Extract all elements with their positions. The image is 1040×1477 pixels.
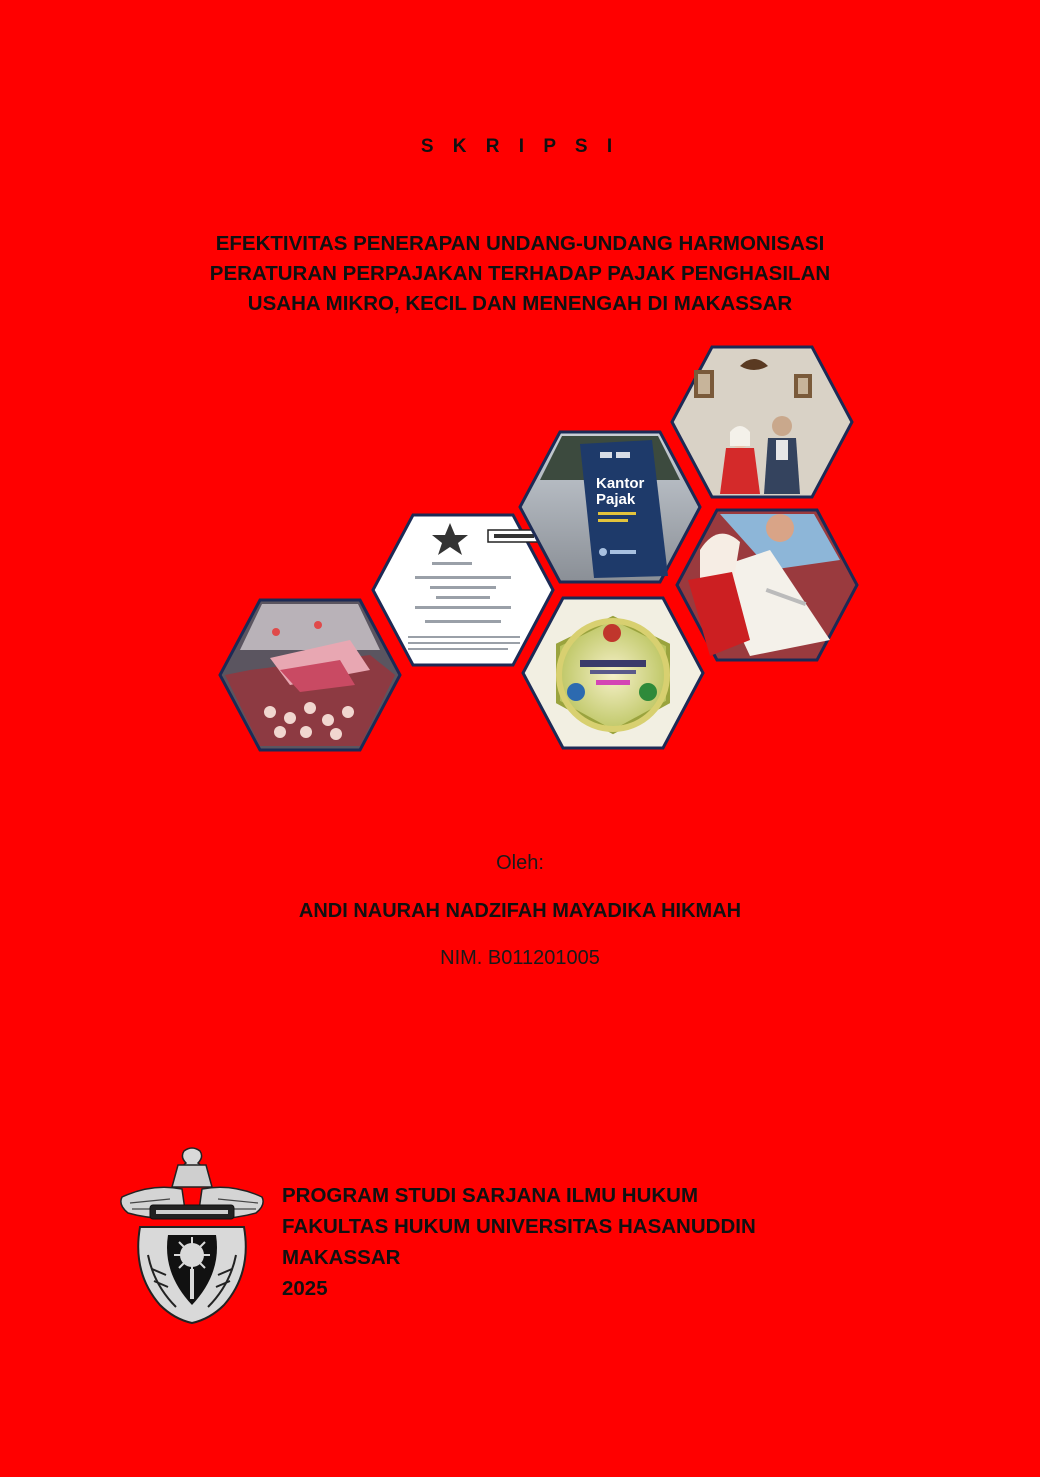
sign-text-kantor: Kantor [596,475,645,492]
umkm-logo-photo [523,598,703,748]
office-visit-photo [672,347,852,497]
hexagon-photo-collage [210,340,870,760]
title-line-2: PERATURAN PERPAJAKAN TERHADAP PAJAK PENGHASILAN [209,262,831,285]
faculty-university: FAKULTAS HUKUM UNIVERSITAS HASANUDDIN [282,1215,756,1238]
regulation-document-photo [373,515,553,665]
market-street-photo [220,600,400,750]
interview-photo [677,510,857,660]
document-type-label: S K R I P S I [420,136,620,157]
study-program: PROGRAM STUDI SARJANA ILMU HUKUM [282,1184,699,1207]
city: MAKASSAR [282,1246,401,1269]
author-name: ANDI NAURAH NADZIFAH MAYADIKA HIKMAH [298,900,742,922]
institution-block [282,1180,756,1304]
by-label: Oleh: [496,852,544,874]
thesis-title [120,229,920,319]
sign-text-pajak: Pajak [596,491,636,508]
title-line-3: USAHA MIKRO, KECIL DAN MENENGAH DI MAKASSAR [247,292,793,315]
year: 2025 [282,1277,328,1300]
university-seal-logo [112,1145,272,1327]
student-id: NIM. B011201005 [440,947,600,969]
title-line-1: EFEKTIVITAS PENERAPAN UNDANG-UNDANG HARMONISASI [215,232,825,255]
tax-office-sign-photo [520,432,700,582]
